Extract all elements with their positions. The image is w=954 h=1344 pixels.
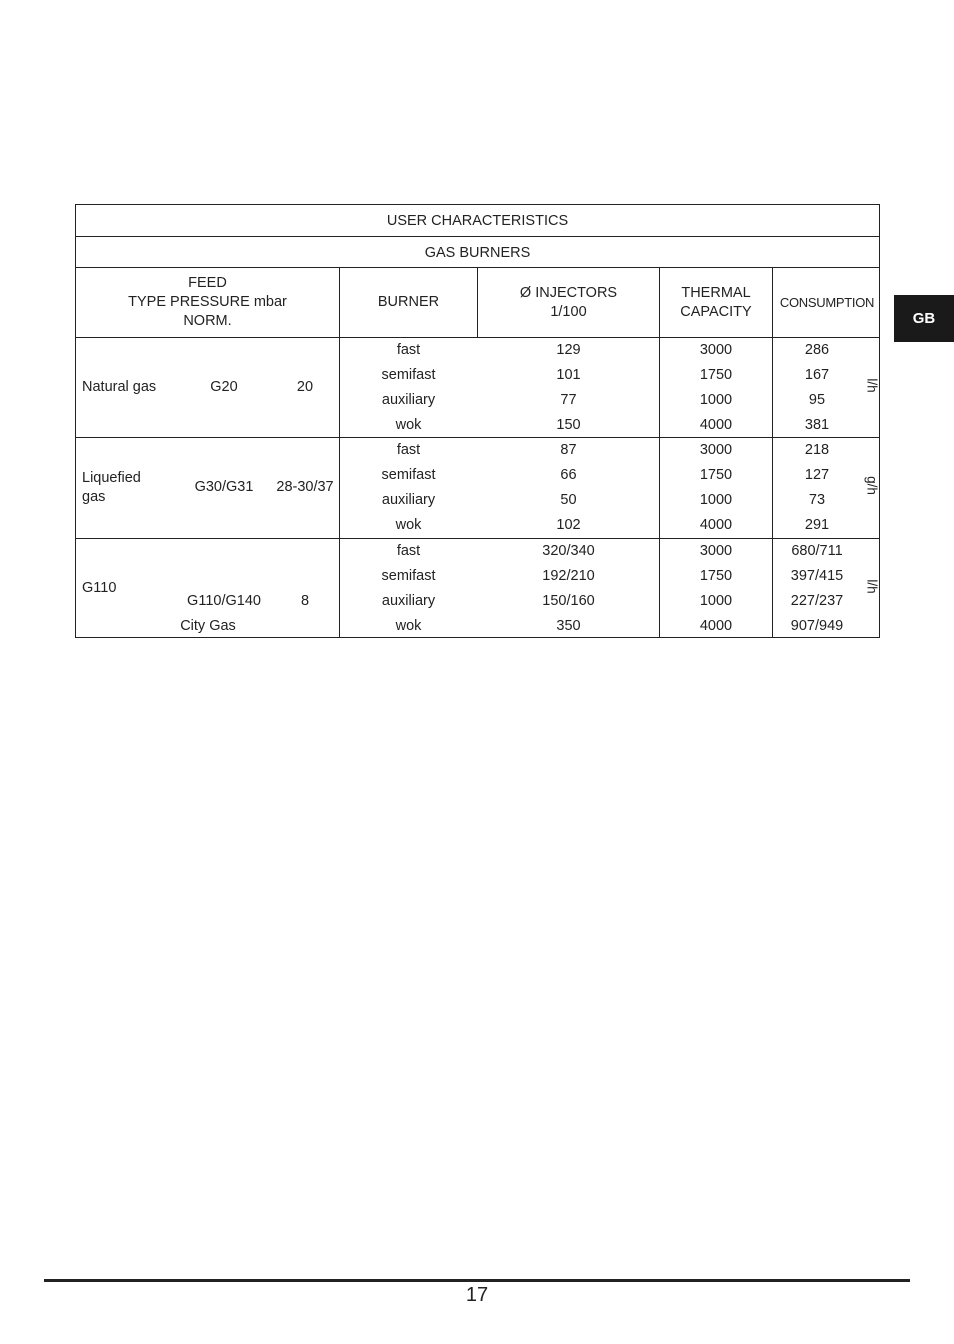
thermal-value: 1750 — [699, 568, 733, 584]
header-injectors-line: Ø INJECTORS — [519, 284, 618, 301]
consumption-unit: l/h — [864, 579, 880, 594]
consumption-value: 907/949 — [790, 618, 844, 634]
burner-name: fast — [396, 543, 421, 559]
injector-value: 66 — [560, 467, 577, 483]
divider — [76, 337, 879, 338]
thermal-value: 1000 — [699, 492, 733, 508]
consumption-value: 127 — [804, 467, 830, 483]
burner-name: auxiliary — [381, 593, 436, 609]
gas-pressure: 20 — [296, 379, 314, 395]
gas-burner-table — [75, 204, 880, 638]
page-number: 17 — [465, 1284, 489, 1306]
thermal-value: 4000 — [699, 517, 733, 533]
consumption-value: 680/711 — [791, 543, 843, 559]
header-feed-line: NORM. — [183, 313, 232, 329]
header-injectors-line: 1/100 — [550, 303, 587, 320]
consumption-value: 167 — [804, 367, 830, 383]
consumption-value: 227/237 — [790, 593, 844, 609]
divider — [76, 538, 879, 539]
thermal-value: 4000 — [699, 618, 733, 634]
consumption-value: 95 — [808, 392, 826, 408]
gas-type: Natural gas — [82, 379, 157, 395]
gas-code: G110/G140 — [187, 593, 261, 609]
thermal-value: 3000 — [699, 342, 733, 358]
burner-name: fast — [396, 342, 421, 358]
consumption-value: 73 — [808, 492, 826, 508]
divider — [76, 437, 879, 438]
gas-pressure: 8 — [300, 593, 310, 609]
consumption-unit: l/h — [864, 378, 880, 393]
consumption-value: 291 — [804, 517, 830, 533]
table-subtitle: GAS BURNERS — [424, 244, 531, 261]
burner-name: wok — [395, 618, 422, 634]
thermal-value: 3000 — [699, 442, 733, 458]
burner-name: wok — [395, 417, 422, 433]
header-feed-line: TYPE PRESSURE mbar — [128, 294, 287, 310]
header-thermal-line: THERMAL — [681, 284, 751, 301]
gas-pressure: 28-30/37 — [276, 479, 334, 495]
burner-name: wok — [395, 517, 422, 533]
injector-value: 50 — [560, 492, 577, 508]
gas-type-line: gas — [82, 489, 106, 505]
burner-name: semifast — [381, 467, 436, 483]
thermal-value: 1750 — [699, 367, 733, 383]
header-feed — [76, 268, 339, 337]
thermal-value: 1000 — [699, 392, 733, 408]
injector-value: 101 — [556, 367, 581, 383]
burner-name: fast — [396, 442, 421, 458]
injector-value: 320/340 — [542, 543, 595, 559]
gas-type: G110 — [82, 580, 117, 596]
table-title: USER CHARACTERISTICS — [386, 212, 569, 229]
injector-value: 129 — [556, 342, 581, 358]
thermal-value: 3000 — [699, 543, 733, 559]
burner-name: auxiliary — [381, 392, 436, 408]
thermal-value: 1750 — [699, 467, 733, 483]
gas-code: G30/G31 — [194, 479, 254, 495]
injector-value: 150 — [556, 417, 581, 433]
header-feed-line: FEED — [188, 275, 227, 291]
injector-value: 102 — [556, 517, 581, 533]
injector-value: 350 — [556, 618, 581, 634]
burner-name: semifast — [381, 568, 436, 584]
gas-code: G20 — [210, 379, 238, 395]
injector-value: 150/160 — [542, 593, 595, 609]
injector-value: 87 — [560, 442, 577, 458]
burner-name: semifast — [381, 367, 436, 383]
header-injectors — [478, 268, 659, 337]
injector-value: 77 — [560, 392, 577, 408]
consumption-value: 397/415 — [790, 568, 844, 584]
gas-type-line: Liquefied — [82, 470, 141, 486]
header-thermal — [660, 268, 772, 337]
thermal-value: 1000 — [699, 593, 733, 609]
header-thermal-line: CAPACITY — [680, 303, 752, 320]
header-consumption: CONSUMPTION — [779, 295, 875, 310]
consumption-value: 381 — [804, 417, 830, 433]
language-tab: GB — [894, 295, 954, 342]
header-burner: BURNER — [377, 294, 440, 310]
burner-name: auxiliary — [381, 492, 436, 508]
injector-value: 192/210 — [542, 568, 595, 584]
consumption-unit: g/h — [864, 476, 880, 495]
gas-note: City Gas — [180, 618, 236, 634]
consumption-value: 286 — [804, 342, 830, 358]
footer-rule — [44, 1279, 910, 1282]
thermal-value: 4000 — [699, 417, 733, 433]
consumption-value: 218 — [804, 442, 830, 458]
